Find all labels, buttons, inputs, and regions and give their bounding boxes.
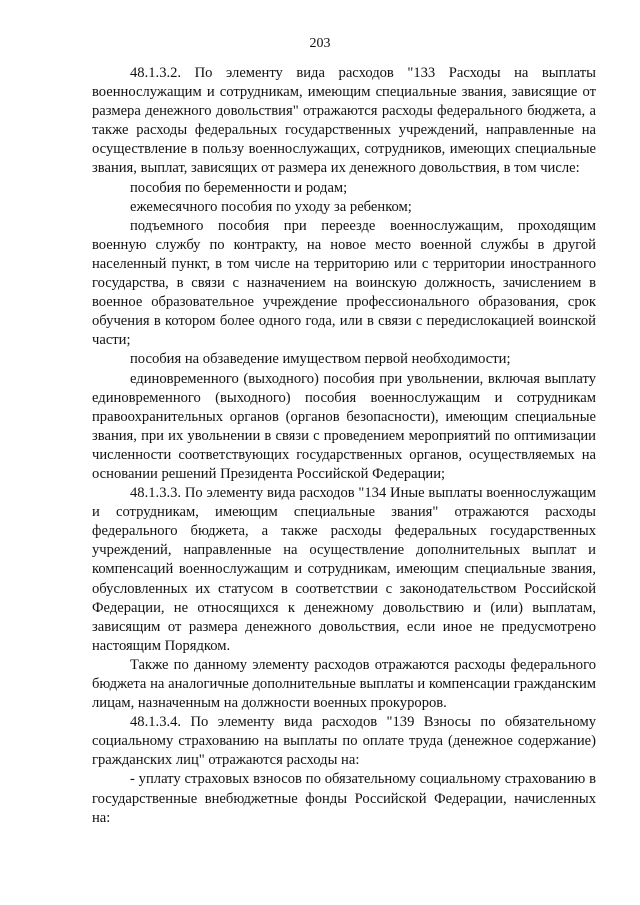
list-item-maternity-benefit: пособия по беременности и родам; xyxy=(130,179,348,196)
list-item-household-allowance: пособия на обзаведение имуществом первой необходимости; xyxy=(130,351,511,368)
paragraph-48-1-3-2: 48.1.3.2. По элементу вида расходов "133 Расходы на выплаты военнослужащим и сотрудникам, имеющим специальные звания, зависящие от размера денежного довольствия" отражаются расходы федерального бюджета, а также расходы федеральных государственных учреждений, направленные на осуществление в пользу военнослужащих, сотрудников, имеющих специальные звания, выплат, зависящих от размера их денежного довольствия, в том числе: xyxy=(92,65,596,177)
list-item-insurance-contributions: - уплату страховых взносов по обязательному социальному страхованию в государственные внебюджетные фонды Российской Федерации, начисленных на: xyxy=(92,771,596,826)
list-item-severance-allowance: единовременного (выходного) пособия при увольнении, включая выплату единовременного (выходного) пособия военнослужащим и сотрудникам правоохранительных органов (органов безопасности), имеющим специальные звания, при их увольнении в связи с проведением мероприятий по оптимизации численности соответствующих государственных органов, осуществляемых на основании решений Президента Российской Федерации; xyxy=(92,370,596,482)
list-item-childcare-benefit: ежемесячного пособия по уходу за ребенком; xyxy=(130,198,412,215)
paragraph-48-1-3-3: 48.1.3.3. По элементу вида расходов "134 Иные выплаты военнослужащим и сотрудникам, имеющим специальные звания" отражаются расходы федерального бюджета, а также расходы федеральных государственных учреждений, направленные на осуществление дополнительных выплат и компенсаций военнослужащим и сотрудникам, имеющим специальные звания, обусловленных их статусом в соответствии с законодательством Российской Федерации, не относящихся к денежному довольствию и (или) выплатам, зависящим от размера денежного довольствия, если иное не предусмотрено настоящим Порядком. xyxy=(92,485,596,654)
page-number: 203 xyxy=(309,36,331,51)
list-item-relocation-allowance: подъемного пособия при переезде военнослужащим, проходящим военную службу по контракту, на новое место военной службы в другой населенный пункт, в том числе на территорию или с территории иностранного государства, в связи с назначением на воинскую должность, зачислением в военное образовательное учреждение профессионального образования, срок обучения в котором более одного года, или в связи с передислокацией воинской части; xyxy=(92,217,596,349)
paragraph-48-1-3-4: 48.1.3.4. По элементу вида расходов "139 Взносы по обязательному социальному страхованию на выплаты по оплате труда (денежное содержание) гражданских лиц" отражаются расходы на: xyxy=(92,714,596,769)
paragraph-military-prosecutors: Также по данному элементу расходов отражаются расходы федерального бюджета на аналогичные дополнительные выплаты и компенсации гражданским лицам, назначенным на должности военных прокуроров. xyxy=(92,656,596,712)
